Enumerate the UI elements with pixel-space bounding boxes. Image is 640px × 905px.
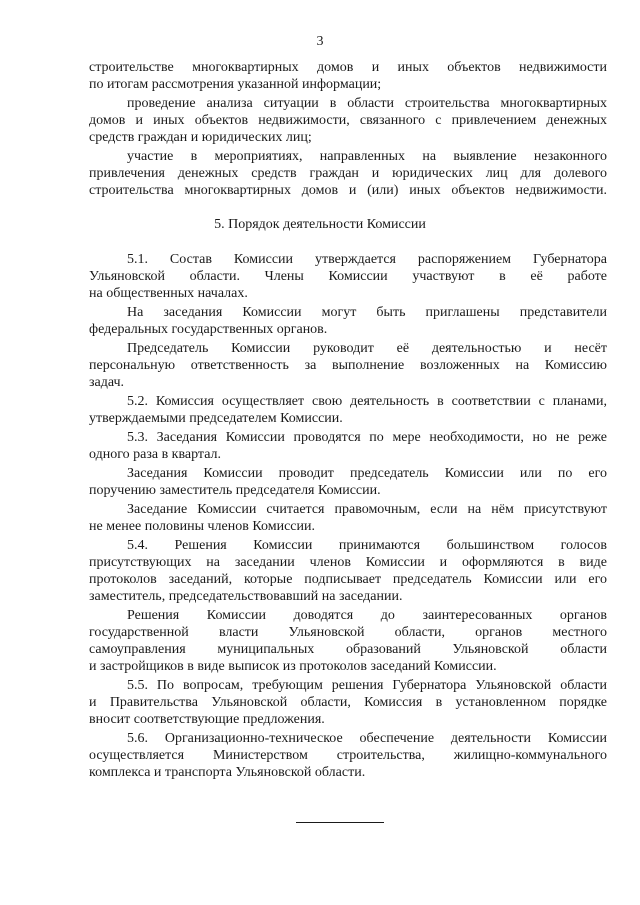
text-line: самоуправления муниципальных образований Ульяновской области [89, 642, 607, 657]
text-line: проведение анализа ситуации в области строительства многоквартирных [127, 96, 607, 111]
text-line: 5.6. Организационно-техническое обеспечение деятельности Комиссии [127, 731, 607, 746]
text-line: заместитель, председательствовавший на заседании. [89, 589, 403, 604]
text-line: участие в мероприятиях, направленных на выявление незаконного [127, 149, 607, 164]
text-line: Председатель Комиссии руководит её деятельностью и несёт [127, 341, 607, 356]
text-line: федеральных государственных органов. [89, 322, 328, 337]
text-line: вносит соответствующие предложения. [89, 712, 325, 727]
text-line: 5.1. Состав Комиссии утверждается распоряжением Губернатора [127, 252, 607, 267]
text-line: комплекса и транспорта Ульяновской области. [89, 765, 366, 780]
text-line: осуществляется Министерством строительства, жилищно-коммунального [89, 748, 607, 763]
section-title: 5. Порядок деятельности Комиссии [214, 217, 426, 232]
text-line: одного раза в квартал. [89, 447, 222, 462]
text-line: утверждаемыми председателем Комиссии. [89, 411, 343, 426]
text-line: не менее половины членов Комиссии. [89, 519, 315, 534]
text-line: государственной власти Ульяновской области, органов местного [89, 625, 607, 640]
text-line: поручению заместитель председателя Комиссии. [89, 483, 381, 498]
text-line: персональную ответственность за выполнение возложенных на Комиссию [89, 358, 607, 373]
text-line: привлечения денежных средств граждан и юридических лиц для долевого [89, 166, 607, 181]
text-line: по итогам рассмотрения указанной информации; [89, 77, 382, 92]
text-line: строительства многоквартирных домов и (или) иных объектов недвижимости. [89, 183, 607, 198]
text-line: присутствующих на заседании членов Комиссии и оформляются в виде [89, 555, 607, 570]
text-line: Заседания Комиссии проводит председатель Комиссии или по его [127, 466, 607, 481]
text-line: Ульяновской области. Члены Комиссии участвуют в её работе [89, 269, 607, 284]
end-separator-line [296, 822, 384, 823]
text-line: На заседания Комиссии могут быть приглашены представители [127, 305, 607, 320]
text-line: на общественных началах. [89, 286, 248, 301]
text-line: задач. [89, 375, 125, 390]
text-line: 5.5. По вопросам, требующим решения Губернатора Ульяновской области [127, 678, 607, 693]
text-line: Заседание Комиссии считается правомочным, если на нём присутствуют [127, 502, 607, 517]
text-line: 5.2. Комиссия осуществляет свою деятельность в соответствии с планами, [127, 394, 607, 409]
text-line: протоколов заседаний, которые подписывает председатель Комиссии или его [89, 572, 607, 587]
page-number: 3 [316, 34, 324, 49]
text-line: и Правительства Ульяновской области, Комиссия в установленном порядке [89, 695, 607, 710]
text-line: Решения Комиссии доводятся до заинтересованных органов [127, 608, 607, 623]
text-line: строительстве многоквартирных домов и иных объектов недвижимости [89, 60, 607, 75]
text-line: 5.4. Решения Комиссии принимаются большинством голосов [127, 538, 607, 553]
text-line: домов и иных объектов недвижимости, связанного с привлечением денежных [89, 113, 607, 128]
text-line: 5.3. Заседания Комиссии проводятся по мере необходимости, но не реже [127, 430, 607, 445]
text-line: и застройщиков в виде выписок из протоколов заседаний Комиссии. [89, 659, 497, 674]
text-line: средств граждан и юридических лиц; [89, 130, 312, 145]
